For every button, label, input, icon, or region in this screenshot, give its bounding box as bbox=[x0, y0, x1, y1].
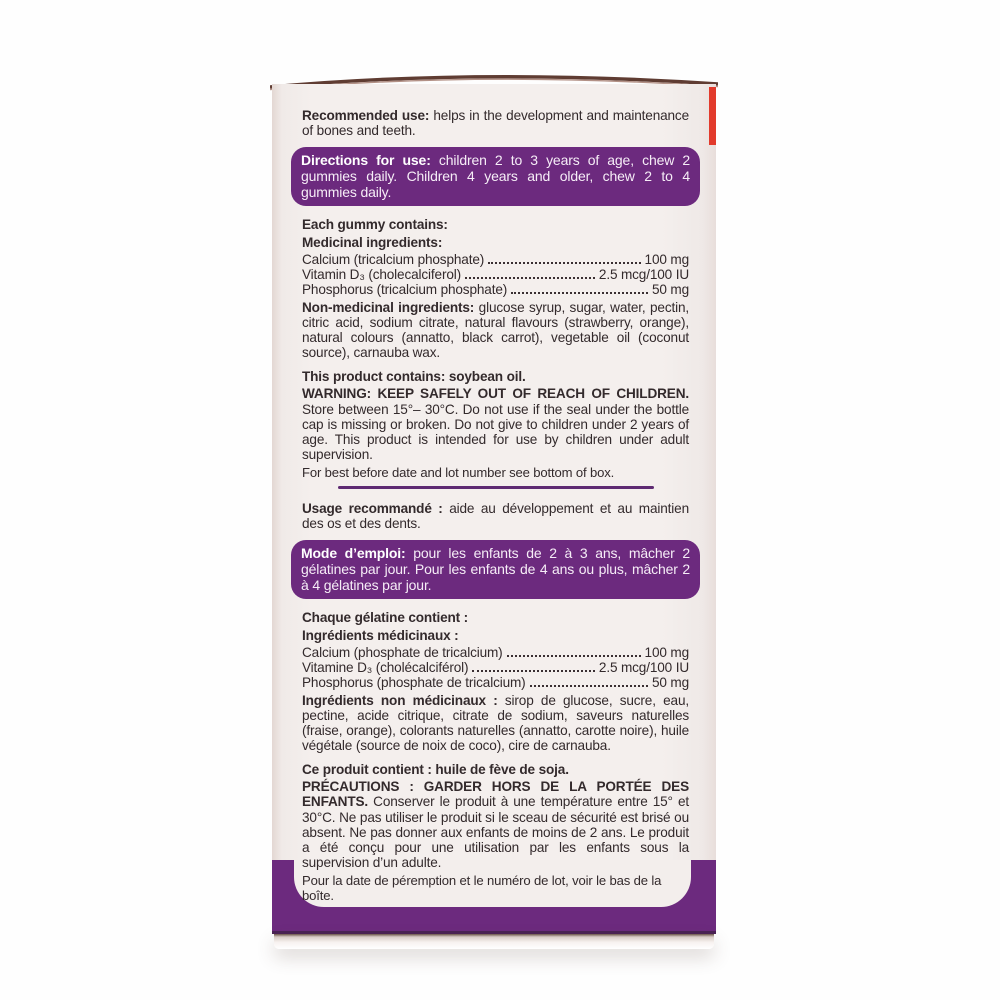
ingredient-name: Phosphorus (phosphate de tricalcium) bbox=[302, 674, 526, 690]
box-front-panel bbox=[272, 84, 716, 934]
dot-leader bbox=[530, 685, 648, 687]
warning-text-en: Store between 15°– 30°C. Do not use if the seal under the bottle cap is missing or broken. Do not give to children under 2 years of age. This product is intended for use by children under adult supervision. bbox=[302, 401, 689, 462]
recommended-use-paragraph-fr bbox=[302, 501, 689, 531]
recommended-use-text-fr: aide au développement et au maintien des os et des dents. bbox=[302, 500, 689, 532]
precautions-label-fr: PRÉCAUTIONS : GARDER HORS DE LA PORTÉE DES ENFANTS. bbox=[302, 779, 689, 810]
ingredient-name: Vitamine D₃ (cholécalciférol) bbox=[302, 659, 469, 675]
best-before-note-fr: Pour la date de péremption et le numéro de lot, voir le bas de la boîte. bbox=[302, 872, 662, 904]
directions-text-en: children 2 to 3 years of age, chew 2 gummies daily. Children 4 years and older, chew 2 to 4 gummies daily. bbox=[301, 152, 691, 201]
ingredient-value: 2.5 mcg/100 IU bbox=[598, 266, 689, 282]
dot-leader bbox=[472, 670, 595, 672]
ingredient-row-phosphorus-en bbox=[302, 282, 689, 297]
box-bottom-flap bbox=[274, 934, 714, 949]
recommended-use-text-en: helps in the development and maintenance of bones and teeth. bbox=[302, 108, 689, 139]
directions-box-fr bbox=[291, 540, 700, 599]
precautions-text-fr: Conserver le produit à une température entre 15° et 30°C. Ne pas utiliser le produit si le sceau de sécurité est brisé ou absent. Ne pas donner aux enfants de moins de 2 ans. Le produit a été conçu pour une utilisation par les enfants sous la supervision d’un adulte. bbox=[302, 794, 689, 870]
ingredient-value: 100 mg bbox=[644, 251, 689, 267]
non-medicinal-text-fr: sirop de glucose, sucre, eau, pectine, acide citrique, citrate de sodium, saveurs naturelles (fraise, orange), colorants naturelles (annatto, carotte noire), huile végétale (source de noix de coco), cire de carnauba. bbox=[302, 692, 689, 754]
dot-leader bbox=[511, 292, 648, 294]
ingredient-name: Calcium (tricalcium phosphate) bbox=[302, 251, 485, 267]
dot-leader bbox=[465, 277, 595, 279]
directions-box-en bbox=[291, 147, 700, 206]
directions-label-fr: Mode d’emploi: bbox=[301, 545, 406, 562]
ingredient-row-vitamin-d3-fr bbox=[302, 660, 689, 675]
recommended-use-label-fr: Usage recommandé : bbox=[302, 500, 443, 516]
medicinal-header-en: Medicinal ingredients: bbox=[302, 234, 443, 250]
ingredient-value: 2.5 mcg/100 IU bbox=[598, 659, 689, 675]
dot-leader bbox=[488, 262, 640, 264]
non-medicinal-label-fr: Ingrédients non médicinaux : bbox=[302, 692, 498, 708]
dot-leader bbox=[507, 655, 641, 657]
non-medicinal-paragraph-en bbox=[302, 300, 689, 360]
non-medicinal-paragraph-fr bbox=[302, 693, 689, 753]
each-gummy-header-fr: Chaque gélatine contient : bbox=[302, 610, 469, 626]
ingredient-name: Vitamin D₃ (cholecalciferol) bbox=[302, 266, 461, 282]
non-medicinal-text-en: glucose syrup, sugar, water, pectin, citric acid, sodium citrate, natural flavours (strawberry, orange), natural colours (annatto, black carrot), vegetable oil (coconut source), carnauba wax. bbox=[302, 299, 689, 361]
ingredient-row-calcium-fr bbox=[302, 645, 689, 660]
section-divider-line bbox=[338, 486, 654, 489]
warning-label-en: WARNING: KEEP SAFELY OUT OF REACH OF CHILDREN. bbox=[302, 386, 689, 402]
ingredient-row-vitamin-d3-en bbox=[302, 267, 689, 282]
directions-text-fr: pour les enfants de 2 à 3 ans, mâcher 2 gélatines par jour. Pour les enfants de 4 ans ou plus, mâcher 2 à 4 gélatines par jour. bbox=[301, 545, 690, 594]
medicinal-header-fr: Ingrédients médicinaux : bbox=[302, 627, 459, 643]
non-medicinal-label-en: Non-medicinal ingredients: bbox=[302, 299, 475, 315]
ingredient-value: 50 mg bbox=[651, 281, 689, 297]
each-gummy-header-en: Each gummy contains: bbox=[302, 217, 448, 233]
ingredient-name: Phosphorus (tricalcium phosphate) bbox=[302, 281, 508, 297]
warning-paragraph-en bbox=[302, 386, 689, 461]
label-text-panel bbox=[302, 108, 689, 903]
recommended-use-paragraph-en bbox=[302, 108, 689, 138]
best-before-note-en: For best before date and lot number see bottom of box. bbox=[302, 464, 615, 480]
ingredient-value: 100 mg bbox=[644, 644, 689, 660]
vitamin-gummy-box bbox=[272, 60, 716, 952]
ingredient-row-phosphorus-fr bbox=[302, 675, 689, 690]
recommended-use-label-en: Recommended use: bbox=[302, 108, 430, 123]
contains-statement-fr: Ce produit contient : huile de fève de soja. bbox=[302, 762, 569, 778]
precautions-paragraph-fr bbox=[302, 779, 689, 870]
red-stripe bbox=[709, 87, 716, 145]
contains-statement-en: This product contains: soybean oil. bbox=[302, 369, 526, 385]
ingredient-value: 50 mg bbox=[651, 674, 689, 690]
ingredient-name: Calcium (phosphate de tricalcium) bbox=[302, 644, 503, 660]
directions-label-en: Directions for use: bbox=[301, 152, 431, 169]
ingredient-row-calcium-en bbox=[302, 252, 689, 267]
